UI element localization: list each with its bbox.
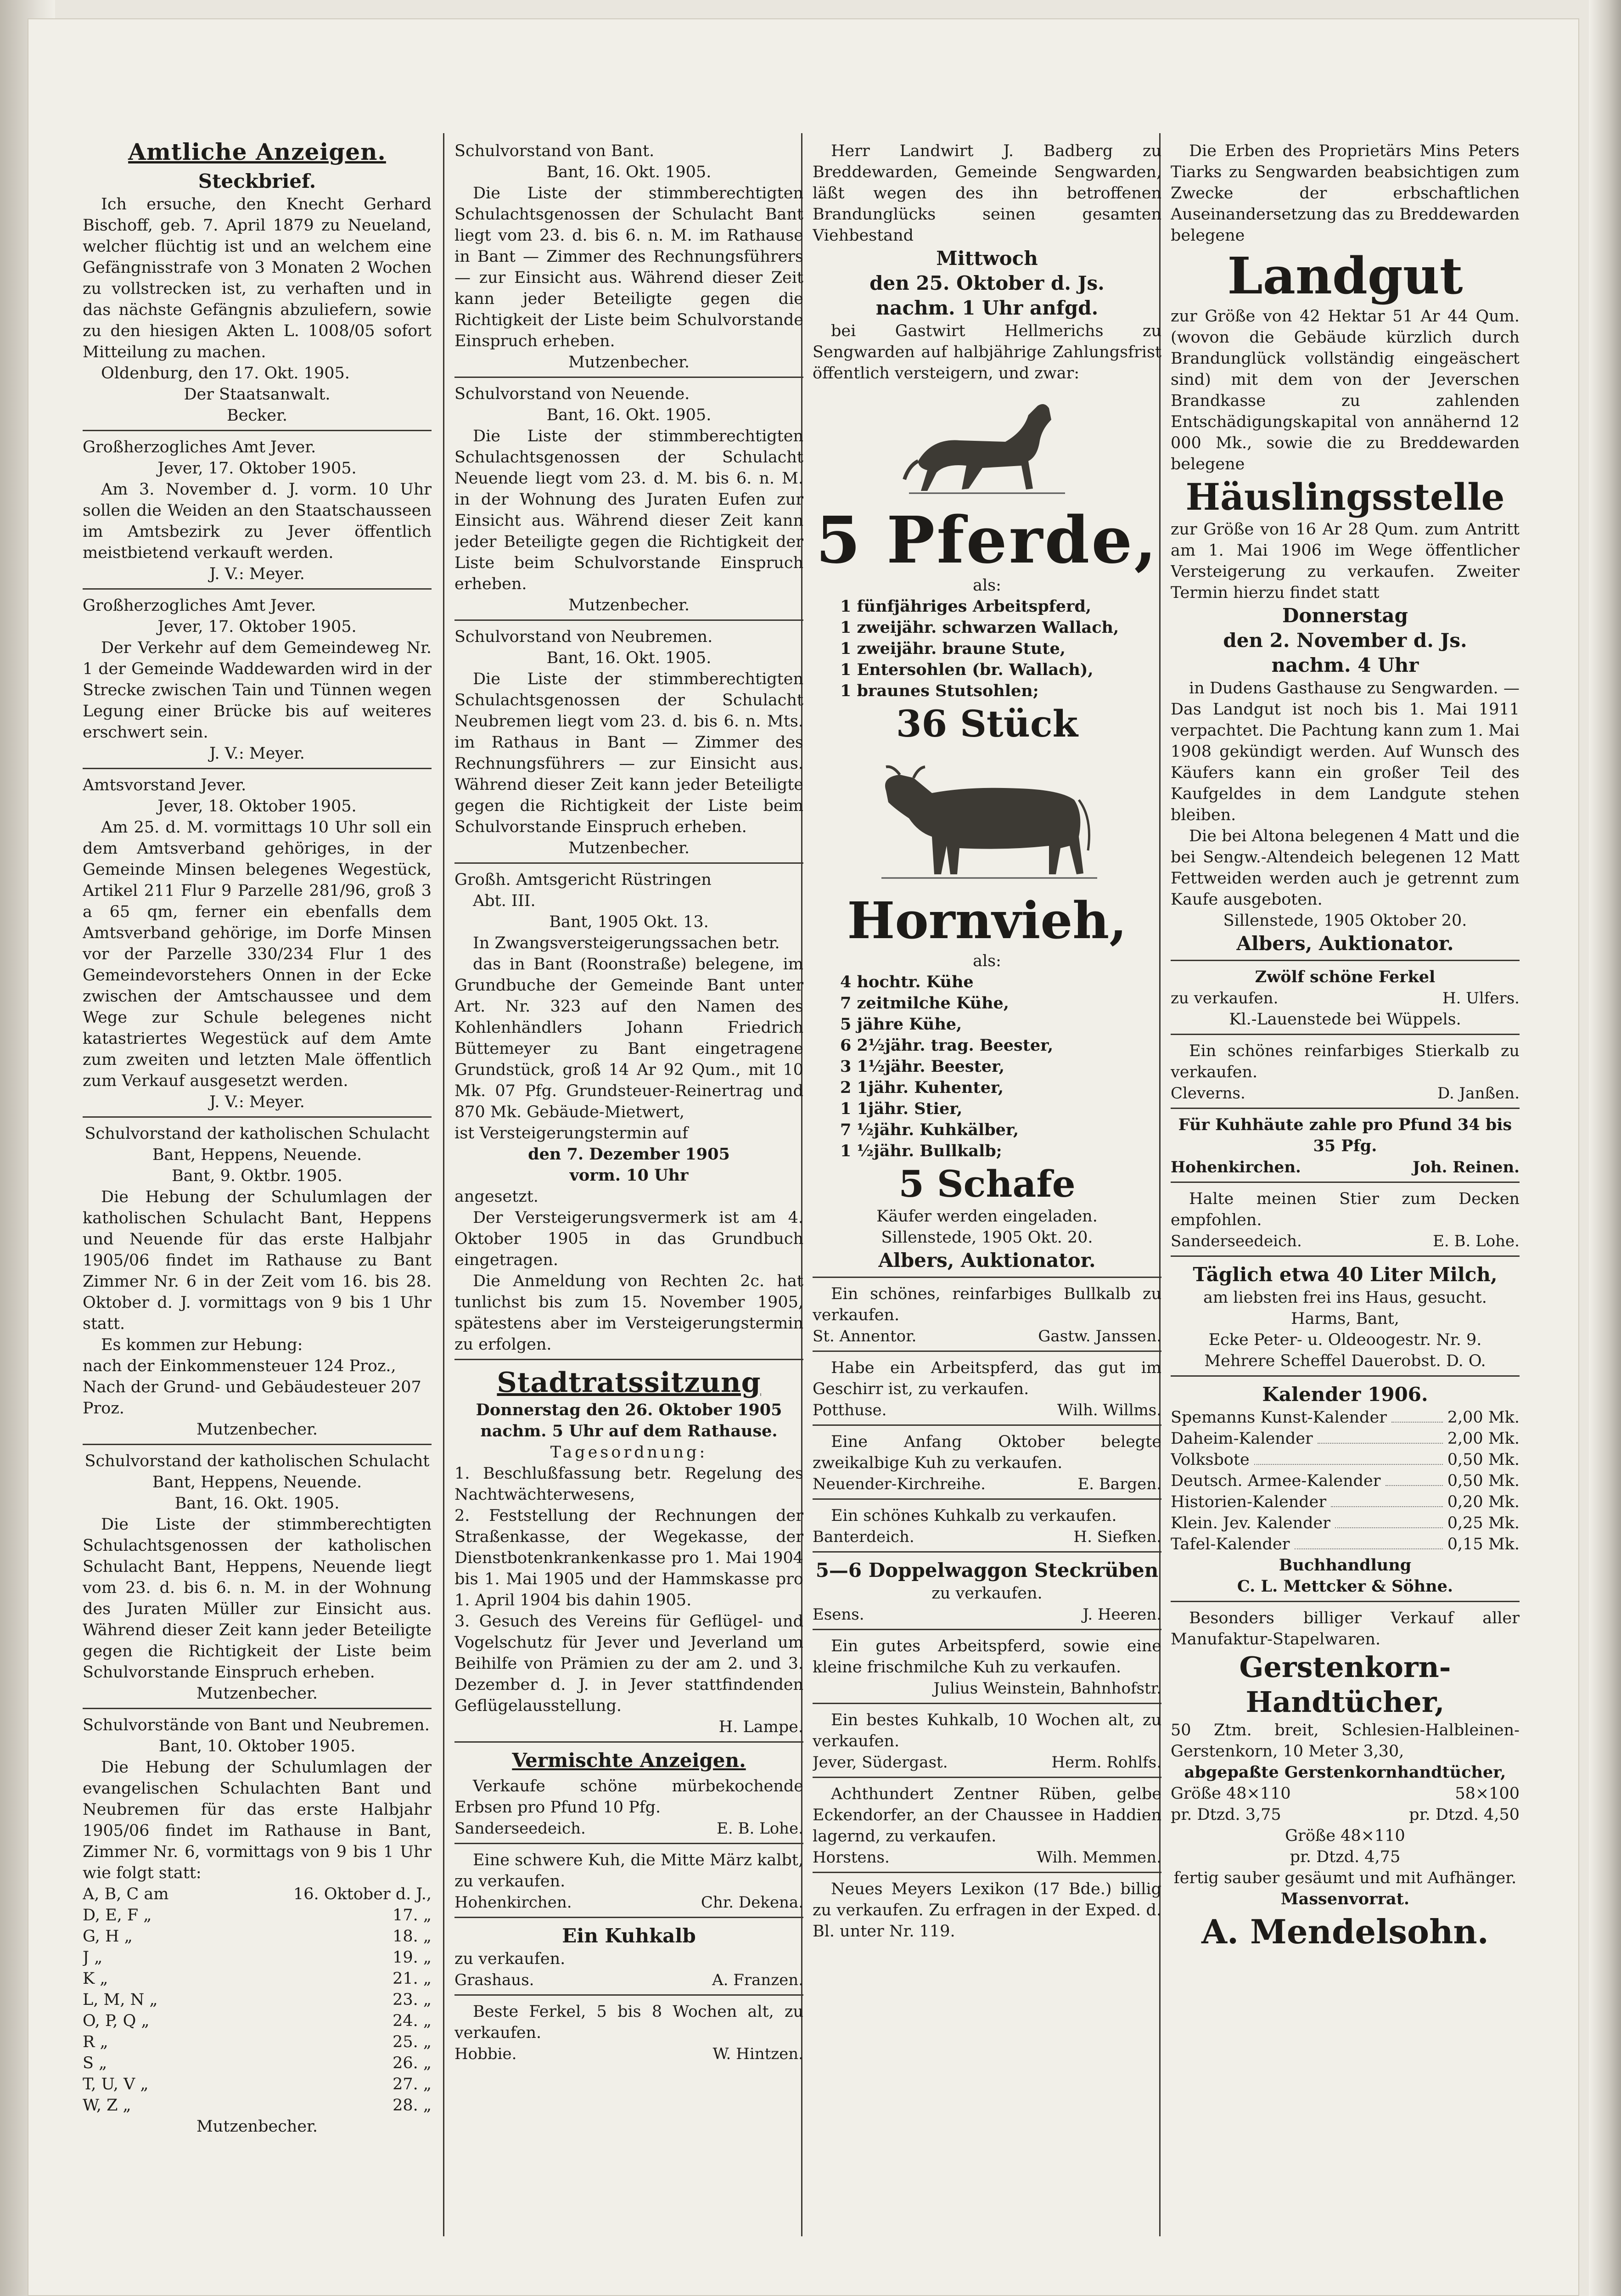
price-item: Spemanns Kunst-Kalender: [1171, 1408, 1387, 1427]
ad-signature: J. Heeren.: [1083, 1605, 1161, 1624]
list-item: 6 2½jähr. trag. Beester,: [840, 1036, 1054, 1055]
schedule-table: [83, 1884, 432, 2116]
auction-date: den 2. November d. Js.: [1223, 629, 1467, 652]
ad-heading: Gerstenkorn-: [1239, 1650, 1451, 1684]
notice-text: Die Liste der stimmberechtigten Schulachtsgenossen der katholischen Schulacht Bant, Heppens, Neuende liegt vom 23. d. bis 6. n. M. in der Wohnung des Juraten Müller zur Einsicht aus. Während dieser Zeit kann jeder Beteiligte gegen die Richtigkeit der Liste beim Schulvorstande Einspruch erheben.: [83, 1515, 432, 1682]
ad-text: 50 Ztm. breit, Schlesien-Halbleinen-Gerstenkorn, 10 Meter 3,30,: [1171, 1721, 1520, 1761]
list-item: 7 ½jähr. Kuhkälber,: [840, 1120, 1019, 1139]
price-dots: [1335, 1513, 1443, 1528]
landgut-heading: Landgut: [1227, 246, 1463, 305]
ad-text: Ein gutes Arbeitspferd, sowie eine kleine frischmilche Kuh zu verkaufen.: [813, 1637, 1161, 1677]
ad-signature: Buchhandlung: [1279, 1556, 1412, 1575]
notice-date: Jever, 17. Oktober 1905.: [157, 459, 357, 478]
ad-signature: H. Siefken.: [1073, 1528, 1161, 1546]
notice-head: Amtsvorstand Jever.: [83, 776, 247, 794]
auction-time: nachm. 1 Uhr anfgd.: [875, 297, 1099, 319]
ad-signature: A. Franzen.: [712, 1971, 803, 1989]
list-intro: als:: [973, 576, 1001, 595]
notice-date: Bant, 16. Okt. 1905.: [546, 649, 712, 667]
ad-heading: Kalender 1906.: [1262, 1383, 1428, 1406]
schedule-date: 19. „: [393, 1948, 432, 1967]
ad-text: Mehrere Scheffel Dauerobst. D. O.: [1204, 1352, 1486, 1370]
ad-signature: Wilh. Willms.: [1057, 1401, 1161, 1419]
notice-text: Es kommen zur Hebung:: [101, 1336, 303, 1354]
schedule-row: [83, 1884, 432, 1905]
schedule-row: [83, 2074, 432, 2095]
schedule-row: [83, 2095, 432, 2116]
ad-signature: Julius Weinstein, Bahnhofstr.: [933, 1679, 1161, 1698]
schedule-letters: O, P, Q „: [83, 2012, 150, 2030]
ad-place: Hohenkirchen.: [454, 1893, 572, 1912]
haeute-ad: [1171, 1112, 1520, 1183]
notice-signature: Mutzenbecher.: [196, 1684, 318, 1703]
auction-date: den 25. Oktober d. Js.: [869, 272, 1105, 294]
price-value: 0,50 Mk.: [1447, 1451, 1520, 1469]
notice-line: nach der Einkommensteuer 124 Proz.,: [83, 1357, 396, 1375]
ad-text: Ein bestes Kuhkalb, 10 Wochen alt, zu verkaufen.: [813, 1711, 1161, 1750]
schedule-date: 23. „: [393, 1991, 432, 2009]
price-row: [1171, 1449, 1520, 1470]
ad-place: Sanderseedeich.: [454, 1819, 586, 1838]
schedule-row: [83, 1989, 432, 2010]
notice-signature: Mutzenbecher.: [568, 839, 690, 857]
price-dots: [1295, 1534, 1443, 1549]
stadtrat-title: Stadtratssitzung: [497, 1367, 761, 1399]
schedule-letters: K „: [83, 1970, 108, 1988]
ad-heading: Täglich etwa 40 Liter Milch,: [1193, 1263, 1498, 1286]
schedule-row: [83, 1905, 432, 1926]
notice-line: Nach der Grund- und Gebäudesteuer 207 Proz.: [83, 1378, 421, 1418]
price-value: 2,00 Mk.: [1447, 1429, 1520, 1448]
price-label: pr. Dtzd. 4,75: [1290, 1848, 1401, 1866]
price-row: [1171, 1513, 1520, 1534]
ad-text: Massenvorrat.: [1280, 1890, 1410, 1908]
notice-signature: Mutzenbecher.: [196, 2117, 318, 2136]
ad-place: Banterdeich.: [813, 1528, 914, 1546]
price-value: 2,00 Mk.: [1447, 1408, 1520, 1427]
notice-text: Die Hebung der Schulumlagen der evangelischen Schulachten Bant und Neubremen für das erste Halbjahr 1905/06 findet im Rathause in Bant, Zimmer Nr. 6, vormittags von 9 bis 1 Uhr wie folgt statt:: [83, 1758, 432, 1882]
ad-signature: E. B. Lohe.: [1433, 1232, 1520, 1250]
small-ad: [813, 1355, 1161, 1426]
list-item: 1 fünfjähriges Arbeitspferd,: [840, 597, 1092, 616]
notice-text: Die Liste der stimmberechtigten Schulachtsgenossen der Schulacht Neubremen liegt vom 23. d. bis 6. n. Mts. im Rathaus in Bant — Zimmer des Rechnungsführers — zur Einsicht aus. Während dieser Zeit kann jeder Beteiligte gegen die Richtigkeit der Liste beim Schulvorstande Einspruch erheben.: [454, 670, 803, 836]
schedule-letters: R „: [83, 2033, 108, 2051]
notice-head: Schulvorstand von Bant.: [454, 142, 655, 160]
ad-text: zu verkaufen.: [454, 1950, 566, 1968]
ad-place: St. Annentor.: [813, 1327, 917, 1345]
auction-day: Mittwoch: [936, 247, 1038, 270]
ad-place: Jever, Südergast.: [813, 1753, 948, 1772]
ad-text: Eine schwere Kuh, die Mitte März kalbt, zu verkaufen.: [454, 1851, 803, 1891]
schedule-letters: L, M, N „: [83, 1991, 158, 2009]
ad-footer: [813, 1678, 1161, 1699]
column-2: [454, 138, 803, 2259]
ad-signature: E. Bargen.: [1077, 1475, 1161, 1493]
ad-text: Habe ein Arbeitspferd, das gut im Geschirr ist, zu verkaufen.: [813, 1359, 1161, 1398]
notice-neuende: [454, 381, 803, 621]
schedule-letters: D, E, F „: [83, 1906, 152, 1925]
notice-amt-1: [83, 434, 432, 590]
column-1: [83, 138, 432, 2259]
price-item: Volksbote: [1171, 1451, 1250, 1469]
auction-ad: [813, 138, 1161, 1278]
small-ads: [813, 1281, 1161, 1553]
notice-date: Jever, 17. Oktober 1905.: [157, 618, 357, 636]
schedule-letters: J „: [83, 1948, 103, 1967]
small-ad: [813, 1707, 1161, 1778]
ad-place: Hohenkirchen.: [1171, 1158, 1301, 1176]
price-item: Historien-Kalender: [1171, 1493, 1327, 1511]
schedule-letters: S „: [83, 2054, 107, 2072]
landgut-ad: [1171, 138, 1520, 961]
ad-footer: [813, 1400, 1161, 1421]
list-item: 5 jähre Kühe,: [840, 1015, 962, 1034]
schedule-date: 27. „: [393, 2075, 432, 2093]
ad-signature: Gastw. Janssen.: [1038, 1327, 1161, 1345]
price-value: 0,50 Mk.: [1447, 1472, 1520, 1490]
notice-head: Schulvorstand von Neuende.: [454, 385, 690, 403]
ad-text: in Dudens Gasthause zu Sengwarden. — Das Landgut ist noch bis 1. Mai 1911 verpachtet. Die Pachtung kann zum 1. Mai 1908 gekündigt werden. Auf Wunsch des Käufers kann ein großer Teil des Kaufgeldes in dem Landgute stehen bleiben.: [1171, 679, 1520, 824]
ad-text: zu verkaufen.: [931, 1584, 1043, 1603]
ad-footer: [813, 1752, 1161, 1773]
size-label: Größe 48×110: [1171, 1784, 1291, 1803]
ferkel-ad: [1171, 964, 1520, 1035]
notice-head: Schulvorstand der katholischen Schulacht Bant, Heppens, Neuende.: [84, 1125, 430, 1164]
ad-text: Halte meinen Stier zum Decken empfohlen.: [1171, 1190, 1520, 1229]
vermischte-anzeigen: [454, 1745, 803, 2075]
price-label: pr. Dtzd. 4,50: [1409, 1806, 1520, 1824]
ad-place: Horstens.: [813, 1848, 890, 1867]
schedule-row: [83, 1968, 432, 1989]
small-ad: [813, 1633, 1161, 1704]
price-row: [1171, 1407, 1520, 1428]
ad-text: zur Größe von 16 Ar 28 Qum. zum Antritt am 1. Mai 1906 im Wege öffentlicher Versteigerung zu verkaufen. Zweiter Termin hierzu findet statt: [1171, 520, 1520, 602]
small-ad: [813, 1503, 1161, 1553]
price-dots: [1385, 1470, 1443, 1486]
small-ad: [813, 1781, 1161, 1873]
schedule-date: 17. „: [393, 1906, 432, 1925]
stier-ad: [1171, 1038, 1520, 1109]
ad-text: Beste Ferkel, 5 bis 8 Wochen alt, zu verkaufen.: [454, 2003, 803, 2042]
ad-intro: Herr Landwirt J. Badberg zu Breddewarden, Gemeinde Sengwarden, läßt wegen des ihn betroffenen Brandunglücks seinen gesamten Viehbestand: [813, 142, 1161, 245]
notice-signature: Mutzenbecher.: [196, 1420, 318, 1439]
price-label: pr. Dtzd. 3,75: [1171, 1806, 1281, 1824]
ad-subheading: abgepaßte Gerstenkornhandtücher,: [1184, 1763, 1506, 1782]
notice-text: Die Anmeldung von Rechten 2c. hat tunlichst bis zum 15. November 1905, spätestens aber im Versteigerungstermin zu erfolgen.: [454, 1272, 803, 1354]
schedule-date: 25. „: [393, 2033, 432, 2051]
notice-signature: Mutzenbecher.: [568, 353, 690, 371]
ad-heading: Für Kuhhäute zahle pro Pfund 34 bis 35 Pfg.: [1178, 1115, 1512, 1155]
ad-place: Hobbie.: [454, 2045, 517, 2063]
notice-date: Oldenburg, den 17. Okt. 1905.: [101, 364, 350, 383]
ad-signature: Wilh. Memmen.: [1037, 1848, 1161, 1867]
list-item: 1 ½jähr. Bullkalb;: [840, 1142, 1002, 1160]
notice-office: Der Staatsanwalt.: [184, 385, 331, 404]
notice-text: ist Versteigerungstermin auf: [454, 1124, 689, 1142]
ad-place: Sillenstede, 1905 Oktober 20.: [1223, 912, 1467, 930]
ad-text: bei Gastwirt Hellmerichs zu Sengwarden auf halbjährige Zahlungsfrist öffentlich versteigern, und zwar:: [813, 322, 1161, 383]
ad-place: Kl.-Lauenstede bei Wüppels.: [1229, 1010, 1461, 1029]
schedule-row: [83, 2032, 432, 2053]
section-heading: Vermischte Anzeigen.: [512, 1749, 746, 1772]
ad-signature: H. Ulfers.: [1442, 989, 1520, 1007]
haeusling-heading: Häuslingsstelle: [1185, 475, 1505, 518]
agenda-item: 1. Beschlußfassung betr. Regelung des Nachtwächterwesens,: [454, 1464, 803, 1504]
notice-head: Großherzogliches Amt Jever.: [83, 597, 316, 615]
list-item: 7 zeitmilche Kühe,: [840, 994, 1009, 1013]
cow-illustration: [868, 749, 1106, 887]
notice-date: Bant, 16. Okt. 1905.: [546, 163, 712, 181]
price-dots: [1318, 1428, 1443, 1444]
price-value: 0,20 Mk.: [1447, 1493, 1520, 1511]
ad-text: Verkaufe schöne mürbekochende Erbsen pro Pfund 10 Pfg.: [454, 1777, 803, 1817]
notice-neubremen: [454, 624, 803, 864]
small-ad: [813, 1281, 1161, 1352]
ad-text: Ecke Peter- u. Oldeoogestr. Nr. 9.: [1208, 1331, 1482, 1349]
ad-signature: Chr. Dekena.: [701, 1893, 803, 1912]
notice-head: Großh. Amtsgericht Rüstringen: [454, 871, 712, 889]
ad-place: Potthuse.: [813, 1401, 887, 1419]
ad-text: Neues Meyers Lexikon (17 Bde.) billig zu verkaufen. Zu erfragen in der Exped. d. Bl. unter Nr. 119.: [813, 1880, 1161, 1941]
schedule-letters: G, H „: [83, 1927, 133, 1946]
notice-amtsgericht: [454, 867, 803, 1360]
notice-amt-3: [83, 772, 432, 1118]
list-item: 4 hochtr. Kühe: [840, 973, 974, 991]
stadtrat-date: Donnerstag den 26. Oktober 1905: [476, 1401, 782, 1419]
ad-signature: E. B. Lohe.: [717, 1819, 803, 1838]
schedule-date: 28. „: [393, 2096, 432, 2115]
ad-place: Sanderseedeich.: [1171, 1232, 1302, 1250]
size-label: 58×100: [1455, 1784, 1520, 1803]
notice-date: Bant, 9. Oktbr. 1905.: [172, 1167, 342, 1185]
column-4: [1171, 138, 1520, 2259]
stadtrat-time: nachm. 5 Uhr auf dem Rathause.: [480, 1422, 778, 1441]
notice-text: Am 3. November d. J. vorm. 10 Uhr sollen die Weiden an den Staatschausseen im Amtsbezirk zu Jever öffentlich meistbietend verkauft werden.: [83, 480, 432, 562]
notice-amt-2: [83, 592, 432, 769]
ad-text: zu verkaufen.: [1171, 989, 1279, 1007]
notice-text: Der Versteigerungsvermerk ist am 4. Oktober 1905 in das Grundbuch eingetragen.: [454, 1209, 803, 1269]
ad-text: am liebsten frei ins Haus, gesucht.: [1203, 1289, 1487, 1307]
ad-text: Ein schönes Kuhkalb zu verkaufen.: [831, 1507, 1117, 1525]
price-item: Klein. Jev. Kalender: [1171, 1514, 1330, 1532]
notice-date-bold: den 7. Dezember 1905: [528, 1145, 730, 1164]
ad-text: Achthundert Zentner Rüben, gelbe Eckendorfer, an der Chaussee in Haddien lagernd, zu verkaufen.: [813, 1785, 1161, 1846]
ad-place: Grashaus.: [454, 1971, 534, 1989]
notice-signature: J. V.: Meyer.: [209, 1093, 305, 1111]
notice-signature: H. Lampe.: [718, 1718, 803, 1736]
column-rule: [443, 133, 444, 2236]
notice-head: Schulvorstand von Neubremen.: [454, 628, 713, 646]
notice-text: Die Hebung der Schulumlagen der katholischen Schulacht Bant, Heppens und Neuende für das erste Halbjahr 1905/06 findet im Rathause zu Bant Zimmer Nr. 6 in der Zeit vom 16. bis 28. Oktober d. J. vormittags von 9 bis 1 Uhr statt.: [83, 1188, 432, 1333]
ad-place: Neuender-Kirchreihe.: [813, 1475, 986, 1493]
ad-text: fertig sauber gesäumt und mit Aufhänger.: [1173, 1869, 1517, 1887]
notice-text: Am 25. d. M. vormittags 10 Uhr soll ein dem Amtsverband gehöriges, in der Gemeinde Minsen belegenes Wegestück, Artikel 211 Flur 9 Parzelle 281/96, groß 3 a 65 qm, ferner ein ebenfalls dem Amtsverband gehörige, im Dorfe Minsen vor der Parzelle 330/234 Flur 1 des Gemeindevorstehers Onnen in der Ecke zwischen der Amtschaussee und dem Wege zur Schule belegenes nicht katastriertes Wegestück auf dem Amte zum zweiten und letzten Male öffentlich zum Verkauf ausgesetzt werden.: [83, 818, 432, 1090]
milch-ad: [1171, 1260, 1520, 1377]
ad-footer: [813, 1526, 1161, 1548]
schedule-date: 16. Oktober d. J.,: [293, 1885, 432, 1903]
ad-text: Ein schönes reinfarbiges Stierkalb zu verkaufen.: [1171, 1042, 1520, 1081]
notice-date: Bant, 16. Okt. 1905.: [546, 406, 712, 424]
ad-heading: Ein Kuhkalb: [562, 1925, 696, 1947]
ad-footer: [813, 1326, 1161, 1347]
notice-date: Jever, 18. Oktober 1905.: [157, 797, 357, 816]
agenda-list: [454, 1463, 803, 1716]
notice-signature: Mutzenbecher.: [568, 596, 690, 614]
notice-steckbrief: [83, 166, 432, 431]
schedule-letters: T, U, V „: [83, 2075, 149, 2093]
notice-date: Bant, 16. Okt. 1905.: [174, 1494, 340, 1513]
schedule-row: [83, 2010, 432, 2032]
schedule-date: 18. „: [393, 1927, 432, 1946]
steckrueben-ad: [813, 1555, 1161, 1630]
ad-place: Esens.: [813, 1605, 864, 1624]
list-item: 3 1½jähr. Beester,: [840, 1057, 1005, 1076]
lexikon-ad: [813, 1876, 1161, 1946]
price-value: 0,25 Mk.: [1447, 1514, 1520, 1532]
price-item: Daheim-Kalender: [1171, 1429, 1313, 1448]
ad-text: Besonders billiger Verkauf aller Manufaktur-Stapelwaren.: [1171, 1609, 1520, 1649]
ad-footer: [813, 1474, 1161, 1495]
ad-text: Die bei Altona belegenen 4 Matt und die bei Sengw.-Altendeich belegenen 12 Matt Fettweiden werden auch je getrennt zum Kaufe ausgeboten.: [1171, 827, 1520, 909]
ad-heading: 5—6 Doppelwaggon Steckrüben: [815, 1559, 1159, 1581]
notice-date: Bant, 10. Oktober 1905.: [158, 1737, 356, 1756]
horse-list: [813, 596, 1161, 702]
schedule-letters: W, Z „: [83, 2096, 131, 2115]
ad-signature: W. Hintzen.: [712, 2045, 803, 2063]
notice-text: angesetzt.: [454, 1187, 538, 1206]
ad-place: Cleverns.: [1171, 1084, 1245, 1103]
list-item: 1 zweijähr. braune Stute,: [840, 639, 1066, 658]
horses-heading: 5 Pferde,: [815, 503, 1159, 578]
ad-signature: Herm. Rohlfs.: [1051, 1753, 1161, 1772]
price-list: [1171, 1407, 1520, 1555]
page-edge: [1589, 0, 1621, 2296]
notice-text: Die Liste der stimmberechtigten Schulachtsgenossen der Schulacht Neuende liegt vom 23. d. M. bis 6. n. M. in der Wohnung des Juraten Eufen zur Einsicht aus. Während dieser Zeit kann jeder Beteiligte gegen die Richtigkeit der Liste beim Schulvorstande Einspruch erheben.: [454, 427, 803, 593]
list-item: 2 1jähr. Kuhenter,: [840, 1078, 1004, 1097]
ad-heading: Handtücher,: [1245, 1685, 1445, 1719]
ad-text: Käufer werden eingeladen.: [876, 1207, 1098, 1226]
notice-signature: J. V.: Meyer.: [209, 565, 305, 583]
handtuch-ad: [1171, 1605, 1520, 1958]
ad-signature: Joh. Reinen.: [1413, 1158, 1520, 1176]
price-row: [1171, 1491, 1520, 1513]
count-heading: 36 Stück: [896, 702, 1078, 745]
list-intro: als:: [973, 952, 1001, 970]
auction-time: nachm. 4 Uhr: [1271, 654, 1419, 676]
schedule-date: 21. „: [393, 1970, 432, 1988]
notice-text: das in Bant (Roonstraße) belegene, im Grundbuche der Gemeinde Bant unter Art. Nr. 323 auf den Namen des Kohlenhändlers Johann Friedrich Büttemeyer zu Bant eingetragene Grundstück, groß 14 Ar 92 Qum., mit 10 Mk. 07 Pfg. Grundsteuer-Reinertrag und 870 Mk. Gebäude-Mietwert,: [454, 955, 803, 1121]
ad-text: Ein schönes, reinfarbiges Bullkalb zu verkaufen.: [813, 1285, 1161, 1324]
section-heading: Amtliche Anzeigen.: [128, 138, 386, 165]
notice-head: Schulvorstand der katholischen Schulacht Bant, Heppens, Neuende.: [84, 1452, 430, 1491]
ad-text: Eine Anfang Oktober belegte zweikalbige Kuh zu verkaufen.: [813, 1433, 1161, 1472]
ad-heading: Zwölf schöne Ferkel: [1255, 968, 1436, 986]
column-3: [813, 138, 1161, 2259]
ad-signature: A. Mendelsohn.: [1201, 1912, 1489, 1951]
price-dots: [1254, 1449, 1443, 1465]
ad-signature: D. Janßen.: [1437, 1084, 1520, 1103]
notice-title: Steckbrief.: [198, 170, 316, 192]
small-ads: [813, 1633, 1161, 1873]
auctioneer: Albers, Auktionator.: [1236, 932, 1454, 955]
notice-schule-1: [83, 1120, 432, 1445]
notice-text: Der Verkehr auf dem Gemeindeweg Nr. 1 der Gemeinde Waddewarden wird in der Strecke zwischen Tain und Tünnen wegen Legung einer Brücke bis auf weiteres erschwert sein.: [83, 639, 432, 742]
notice-date: Bant, 1905 Okt. 13.: [549, 913, 709, 931]
kalender-ad: [1171, 1379, 1520, 1602]
list-item: 1 1jähr. Stier,: [840, 1099, 963, 1118]
stier-decken-ad: [1171, 1186, 1520, 1257]
schedule-letters: A, B, C am: [83, 1885, 169, 1903]
notice-head: Abt. III.: [473, 892, 536, 910]
notice-text: Die Liste der stimmberechtigten Schulachtsgenossen der Schulacht Bant liegt vom 23. d. bis 6. n. M. im Rathause in Bant — Zimmer des Rechnungsführers — zur Einsicht aus. Während dieser Zeit kann jeder Beteiligte gegen die Richtigkeit der Liste beim Schulvorstande Einspruch erheben.: [454, 184, 803, 350]
notice-stadtrat: [454, 1363, 803, 1743]
price-row: [1171, 1534, 1520, 1555]
auctioneer: Albers, Auktionator.: [878, 1249, 1096, 1272]
auction-day: Donnerstag: [1282, 604, 1408, 627]
schedule-row: [83, 2053, 432, 2074]
agenda-heading: Tagesordnung:: [550, 1443, 708, 1462]
cattle-list: [813, 972, 1161, 1162]
ad-intro: Die Erben des Proprietärs Mins Peters Tiarks zu Sengwarden beabsichtigen zum Zwecke der erbschaftlichen Auseinandersetzung das zu Breddewarden belegene: [1171, 142, 1520, 245]
sheep-heading: 5 Schafe: [898, 1162, 1076, 1205]
schedule-row: [83, 1926, 432, 1947]
notice-schule-3: [83, 1712, 432, 2141]
list-item: 1 Entersohlen (br. Wallach),: [840, 660, 1094, 679]
price-item: Tafel-Kalender: [1171, 1535, 1290, 1553]
price-dots: [1331, 1491, 1443, 1507]
price-row: [1171, 1428, 1520, 1449]
horse-illustration: [891, 388, 1083, 502]
price-item: Deutsch. Armee-Kalender: [1171, 1472, 1381, 1490]
notice-bant: [454, 138, 803, 378]
notice-sub: In Zwangsversteigerungssachen betr.: [473, 934, 780, 952]
ad-footer: [813, 1847, 1161, 1868]
cattle-heading: Hornvieh,: [847, 891, 1127, 950]
ad-signature: Harms, Bant,: [1291, 1310, 1399, 1328]
price-row: [1171, 1470, 1520, 1491]
notice-schule-2: [83, 1448, 432, 1709]
list-item: 1 braunes Stutsohlen;: [840, 681, 1039, 700]
notice-head: Schulvorstände von Bant und Neubremen.: [83, 1716, 430, 1734]
ad-text: zur Größe von 42 Hektar 51 Ar 44 Qum. (wovon die Gebäude kürzlich durch Brandunglück vollständig eingeäschert sind) mit dem von der Jeverschen Brandkasse zu zahlenden Entschädigungskapital von annähernd 12 000 Mk., sowie die zu Breddewarden belegene: [1171, 307, 1520, 473]
agenda-item: 3. Gesuch des Vereins für Geflügel- und Vogelschutz für Jever und Jeverland um Beihilfe von Prämien zu der am 2. und 3. Dezember d. J. in Jever stattfindenden Geflügelausstellung.: [454, 1612, 803, 1715]
notice-signature: Becker.: [227, 406, 287, 425]
price-value: 0,15 Mk.: [1447, 1535, 1520, 1553]
schedule-date: 24. „: [393, 2012, 432, 2030]
small-ad: [813, 1429, 1161, 1500]
notice-time-bold: vorm. 10 Uhr: [569, 1166, 689, 1185]
list-item: 1 zweijähr. schwarzen Wallach,: [840, 618, 1119, 637]
notice-signature: J. V.: Meyer.: [209, 744, 305, 763]
notice-text: Ich ersuche, den Knecht Gerhard Bischoff, geb. 7. April 1879 zu Neueland, welcher flüchtig ist und an welchem eine Gefängnisstrafe von 3 Monaten 2 Wochen zu vollstrecken ist, zu verhaften und in das nächste Gefängnis abzuliefern, sowie zu den hiesigen Akten L. 1008/05 sofort Mitteilung zu machen.: [83, 195, 432, 361]
schedule-date: 26. „: [393, 2054, 432, 2072]
ad-signature: C. L. Mettcker & Söhne.: [1237, 1577, 1453, 1596]
notice-head: Großherzogliches Amt Jever.: [83, 438, 316, 456]
size-label: Größe 48×110: [1285, 1827, 1405, 1845]
agenda-item: 2. Feststellung der Rechnungen der Straßenkasse, der Wegekasse, der Dienstbotenkrankenkasse pro 1. Mai 1904 bis 1. Mai 1905 und der Hammskasse pro 1. April 1904 bis dahin 1905.: [454, 1507, 803, 1609]
schedule-row: [83, 1947, 432, 1968]
ad-place: Sillenstede, 1905 Okt. 20.: [881, 1228, 1093, 1247]
price-dots: [1391, 1407, 1443, 1423]
